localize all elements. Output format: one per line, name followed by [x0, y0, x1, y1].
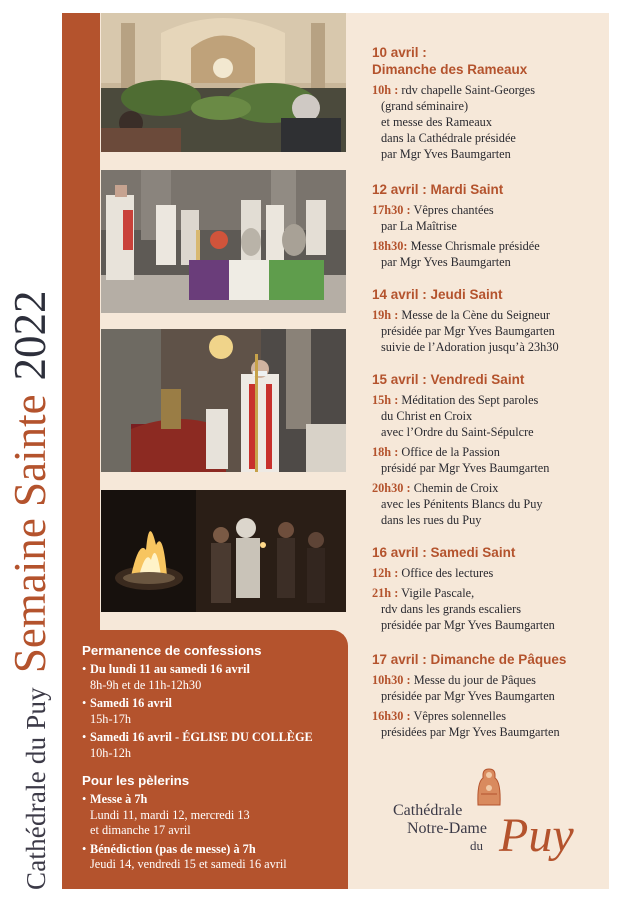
cathedral-logo	[389, 768, 574, 878]
event: 15h : Méditation des Sept paroles du Christ en Croix avec l’Ordre du Saint-Sépulcre	[372, 393, 539, 439]
event: 10h : rdv chapelle Saint-Georges (grand séminaire) et messe des Rameaux dans la Cathédrale présidée par Mgr Yves Baumgarten	[372, 83, 536, 161]
day-title: 10 avril : Dimanche des Rameaux	[372, 45, 528, 77]
event: 18h30: Messe Chrismale présidée par Mgr Yves Baumgarten	[372, 239, 540, 269]
day-title: 14 avril : Jeudi Saint	[372, 287, 503, 302]
photo-easter-vigil	[101, 490, 346, 612]
logo-line1: Cathédrale	[393, 802, 463, 819]
list-item: • Du lundi 11 au samedi 16 avril 8h-9h et de 11h-12h30	[82, 662, 250, 692]
event: 16h30 : Vêpres solennelles présidées par Mgr Yves Baumgarten	[372, 709, 560, 739]
day-title: 12 avril : Mardi Saint	[372, 182, 504, 197]
event: 17h30 : Vêpres chantées par La Maîtrise	[372, 203, 494, 233]
photo-palm-sunday	[101, 13, 346, 152]
virgin-statue-icon	[475, 768, 503, 806]
day-title: 15 avril : Vendredi Saint	[372, 372, 525, 387]
day-title: 16 avril : Samedi Saint	[372, 545, 516, 560]
list-item: • Messe à 7h Lundi 11, mardi 12, mercredi 13 et dimanche 17 avril	[82, 792, 250, 837]
day-title: 17 avril : Dimanche de Pâques	[372, 652, 567, 667]
title-main: Semaine Sainte	[5, 394, 55, 674]
photo-chrism-mass	[101, 170, 346, 313]
event: 19h : Messe de la Cène du Seigneur présidée par Mgr Yves Baumgarten suivie de l’Adoration jusqu’à 23h30	[372, 308, 559, 354]
day-17-avril	[372, 651, 604, 744]
title-subtitle: Cathédrale du Puy	[21, 687, 51, 890]
title-year: 2022	[5, 290, 55, 381]
event: 12h : Office des lectures	[372, 566, 494, 580]
logo-line4: Puy	[499, 809, 574, 862]
list-item: • Samedi 16 avril - ÉGLISE DU COLLÈGE 10h-12h	[82, 730, 313, 760]
day-16-avril	[372, 544, 604, 637]
logo-line3: du	[470, 838, 483, 853]
event: 18h : Office de la Passion présidé par Mgr Yves Baumgarten	[372, 445, 550, 475]
list-item: • Samedi 16 avril 15h-17h	[82, 696, 172, 726]
vertical-title	[4, 10, 62, 890]
day-14-avril	[372, 286, 604, 359]
logo-line2: Notre-Dame	[407, 820, 487, 837]
day-15-avril	[372, 371, 604, 532]
list-item: • Bénédiction (pas de messe) à 7h Jeudi 14, vendredi 15 et samedi 16 avril	[82, 841, 287, 871]
confessions-heading: Permanence de confessions	[82, 643, 262, 658]
photo-good-friday	[101, 329, 346, 472]
day-10-avril	[372, 44, 604, 166]
event: 21h : Vigile Pascale, rdv dans les grands escaliers présidée par Mgr Yves Baumgarten	[372, 586, 555, 632]
day-12-avril	[372, 181, 604, 274]
confessions-info	[82, 643, 344, 876]
event: 20h30 : Chemin de Croix avec les Pénitents Blancs du Puy dans les rues du Puy	[372, 481, 543, 527]
event: 10h30 : Messe du jour de Pâques présidée par Mgr Yves Baumgarten	[372, 673, 555, 703]
pilgrims-heading: Pour les pèlerins	[82, 773, 190, 788]
